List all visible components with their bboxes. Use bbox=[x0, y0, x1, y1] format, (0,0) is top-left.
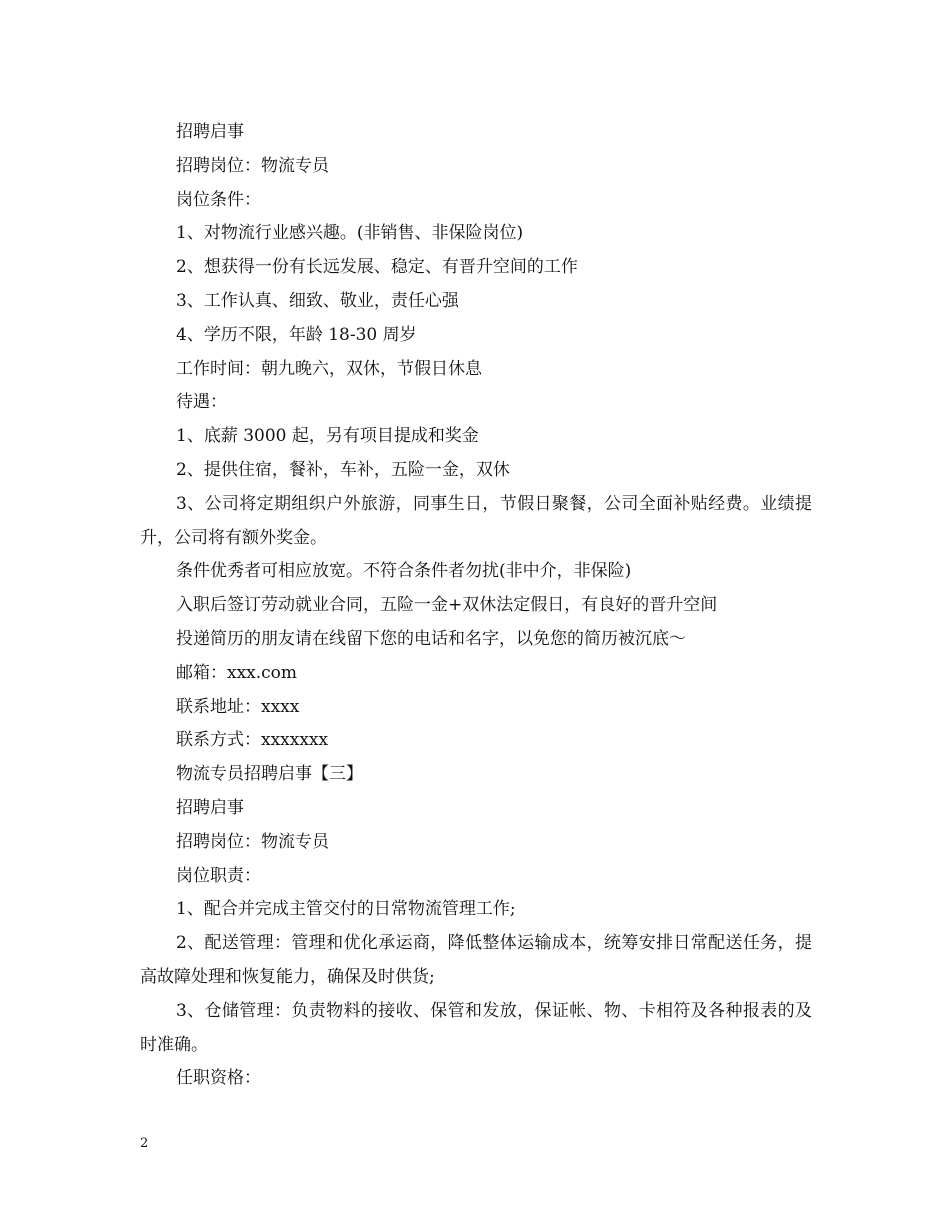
requirement-item: 4、学历不限，年龄 18-30 周岁 bbox=[176, 324, 417, 345]
requirement-item: 1、对物流行业感兴趣。(非销售、非保险岗位) bbox=[176, 223, 524, 244]
note-line: 入职后签订劳动就业合同，五险一金+双休法定假日，有良好的晋升空间 bbox=[176, 595, 718, 616]
email-line: 邮箱：xxx.com bbox=[176, 662, 298, 683]
qualifications-heading: 任职资格： bbox=[176, 1068, 261, 1089]
address-line: 联系地址：xxxx bbox=[176, 696, 300, 717]
benefit-item: 1、底薪 3000 起，另有项目提成和奖金 bbox=[176, 426, 479, 447]
duty-item: 1、配合并完成主管交付的日常物流管理工作; bbox=[176, 899, 516, 920]
requirement-item: 2、想获得一份有长远发展、稳定、有晋升空间的工作 bbox=[176, 257, 578, 278]
heading-recruitment-notice: 招聘启事 bbox=[176, 797, 244, 818]
duty-item-paragraph: 2、配送管理：管理和优化承运商，降低整体运输成本，统筹安排日常配送任务，提高故障处理和恢复能力，确保及时供货; bbox=[140, 933, 812, 987]
section-title: 物流专员招聘启事【三】 bbox=[176, 764, 363, 785]
requirement-item: 3、工作认真、细致、敬业，责任心强 bbox=[176, 290, 459, 311]
duties-heading: 岗位职责： bbox=[176, 865, 261, 886]
work-hours-line: 工作时间：朝九晚六，双休，节假日休息 bbox=[176, 358, 482, 379]
document-body bbox=[140, 116, 812, 1096]
position-line: 招聘岗位：物流专员 bbox=[176, 155, 329, 176]
benefit-item: 2、提供住宿，餐补，车补，五险一金，双休 bbox=[176, 459, 510, 480]
page-number: 2 bbox=[140, 1136, 149, 1151]
benefit-item-paragraph: 3、公司将定期组织户外旅游，同事生日，节假日聚餐，公司全面补贴经费。业绩提升，公司将有额外奖金。 bbox=[140, 493, 812, 548]
benefits-heading: 待遇： bbox=[176, 392, 227, 413]
position-line: 招聘岗位：物流专员 bbox=[176, 831, 329, 852]
note-line: 投递简历的朋友请在线留下您的电话和名字，以免您的简历被沉底～ bbox=[176, 628, 686, 649]
contact-line: 联系方式：xxxxxxx bbox=[176, 730, 329, 751]
heading-recruitment-notice: 招聘启事 bbox=[176, 122, 244, 142]
requirements-heading: 岗位条件： bbox=[176, 189, 261, 210]
duty-item-paragraph: 3、仓储管理：负责物料的接收、保管和发放，保证帐、物、卡相符及各种报表的及时准确。 bbox=[140, 1000, 812, 1055]
note-line: 条件优秀者可相应放宽。不符合条件者勿扰(非中介，非保险) bbox=[176, 561, 632, 582]
